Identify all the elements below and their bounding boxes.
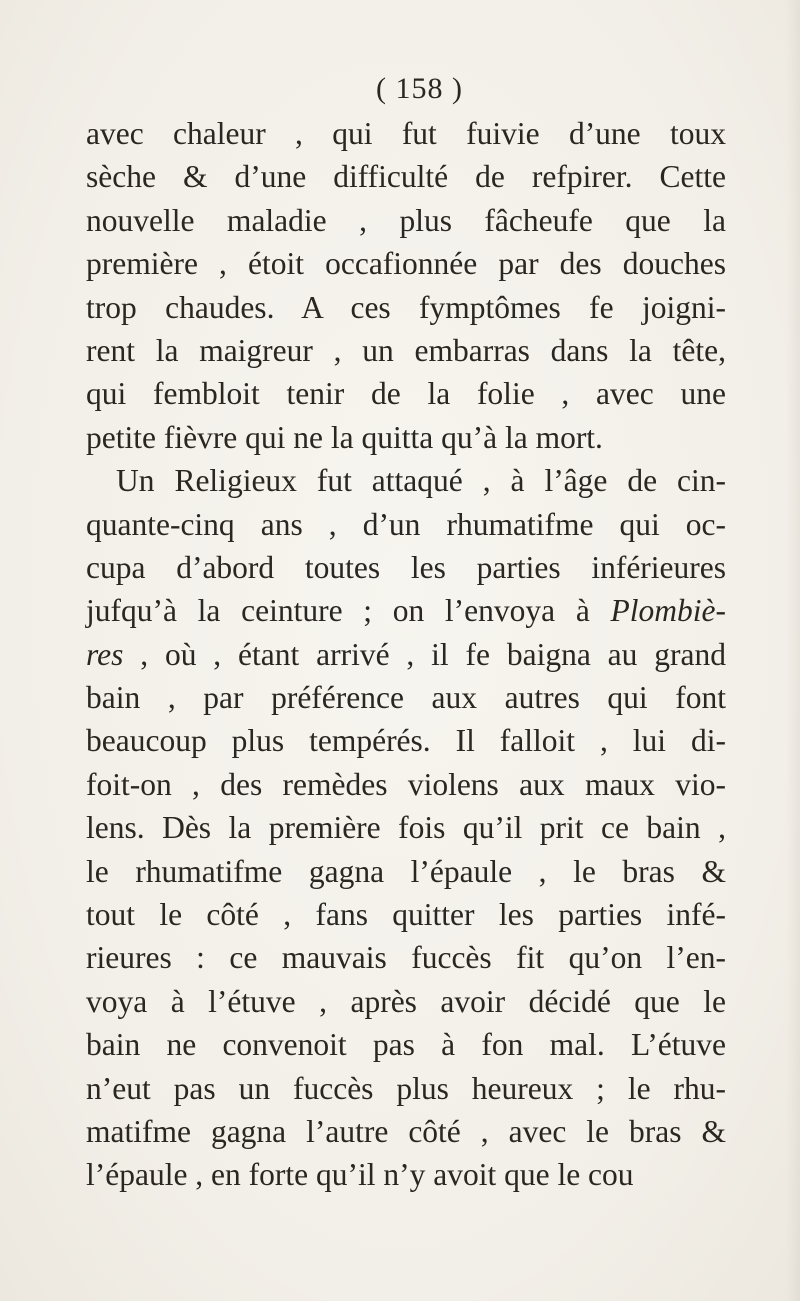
text-line: bain ne convenoit pas à fon mal. L’étuve	[86, 1027, 726, 1063]
text-line: l’épaule , en forte qu’il n’y avoit que le cou	[86, 1157, 634, 1193]
page-number: ( 158 )	[376, 72, 463, 105]
text-line: lens. Dès la première fois qu’il prit ce bain ,	[86, 810, 726, 846]
italic-place-name: Plombiè-	[610, 593, 726, 629]
text-line: nouvelle maladie , plus fâcheufe que la	[86, 202, 726, 238]
body-text	[86, 112, 726, 1197]
text-line: voya à l’étuve , après avoir décidé que le	[86, 983, 726, 1019]
text-line: quante-cinq ans , d’un rhumatifme qui oc-	[86, 506, 726, 542]
text-line-part: , où , étant arrivé , il fe baigna au grand	[123, 636, 726, 672]
text-line-with-italic	[86, 633, 726, 676]
text-line: matifme gagna l’autre côté , avec le bras &	[86, 1113, 726, 1149]
text-line: petite fièvre qui ne la quitta qu’à la mort.	[86, 419, 603, 455]
text-line: bain , par préférence aux autres qui font	[86, 680, 726, 716]
text-line: n’eut pas un fuccès plus heureux ; le rhu-	[86, 1070, 726, 1106]
text-line: première , étoit occafionnée par des douches	[86, 246, 726, 282]
text-line-part: jufqu’à la ceinture ; on l’envoya à	[86, 593, 611, 629]
text-line: Un Religieux fut attaqué , à l’âge de cin-	[116, 463, 726, 499]
text-line: sèche & d’une difficulté de refpirer. Cette	[86, 159, 726, 195]
text-line: rieures : ce mauvais fuccès fit qu’on l’en-	[86, 940, 726, 976]
italic-place-name-continued: res	[86, 636, 124, 672]
text-line: beaucoup plus tempérés. Il falloit , lui di-	[86, 723, 726, 759]
text-line-with-italic	[86, 589, 726, 632]
text-line: foit-on , des remèdes violens aux maux vio-	[86, 766, 726, 802]
text-line: le rhumatifme gagna l’épaule , le bras &	[86, 853, 726, 889]
text-line: trop chaudes. A ces fymptômes fe joigni-	[86, 289, 726, 325]
text-line: tout le côté , fans quitter les parties infé-	[86, 897, 726, 933]
page-edge-shadow	[786, 0, 800, 1301]
text-line: cupa d’abord toutes les parties inférieures	[86, 549, 726, 585]
text-line: avec chaleur , qui fut fuivie d’une toux	[86, 116, 726, 151]
text-line: rent la maigreur , un embarras dans la tête,	[86, 332, 726, 368]
text-line: qui fembloit tenir de la folie , avec une	[86, 376, 726, 412]
